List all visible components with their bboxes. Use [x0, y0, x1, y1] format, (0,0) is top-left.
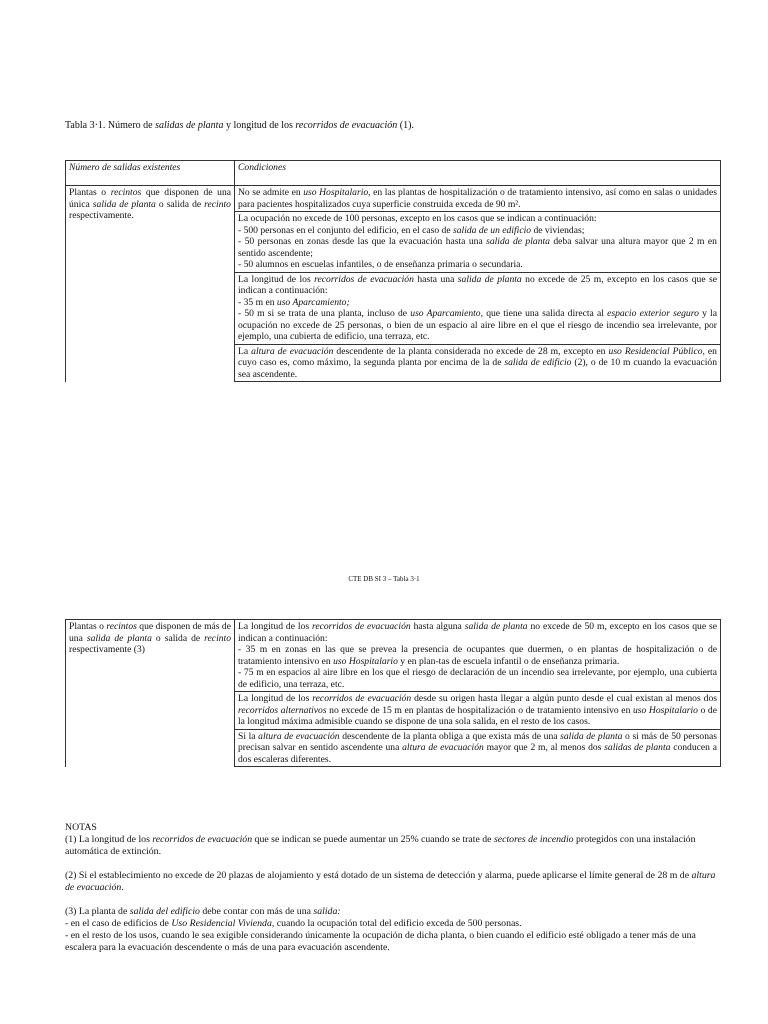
- notes-title: NOTAS: [65, 822, 97, 833]
- header-number-of-exits: Número de salidas existentes: [66, 161, 235, 186]
- condition-route-length-multi: La longitud de los recorridos de evacuación hasta alguna salida de planta no excede de 50 m, excepto en los casos que se indican a continuación: - 35 m en zonas en las que se prevea la presencia de ocupantes que duermen, o en plantas de hospitalización o de tratamiento intensivo en uso Hospitalario y en plan-tas de escuela infantil o de enseñanza primaria. - 75 m en espacios al aire libre en los que el riesgo de declaración de un incendio sea irrelevante, por ejemplo, una cubierta de edificio, una terraza, etc.: [235, 620, 721, 692]
- table-row: [66, 186, 721, 212]
- note-3: (3) La planta de salida del edificio debe contar con más de una salida: - en el caso de edificios de Uso Residencial Vivienda, cuando la ocupación total del edificio exceda de 500 personas. - en el resto de los usos, cuando le sea exigible considerando únicamente la ocupación de dicha planta, o bien cuando el edificio esté obligado a tener más de una escalera para la evacuación descendente o más de una para evacuación ascendente.: [65, 906, 696, 953]
- condition-different-stairs: Si la altura de evacuación descendente de la planta obliga a que exista más de una salida de planta o si más de 50 personas precisan salvar en sentido ascendente una altura de evacuación mayor que 2 m, al menos dos salidas de planta conducen a dos escaleras diferentes.: [235, 729, 721, 767]
- exits-table-part-1: [65, 160, 721, 382]
- table-header-row: [66, 161, 721, 186]
- notes-section: [65, 822, 721, 954]
- table-caption: Tabla 3·1. Número de salidas de planta y longitud de los recorridos de evacuación (1).: [65, 120, 414, 131]
- single-exit-category-cell: Plantas o recintos que disponen de una única salida de planta o salida de recinto respectivamente.: [66, 186, 235, 382]
- condition-occupancy: La ocupación no excede de 100 personas, excepto en los casos que se indican a continuación: - 500 personas en el conjunto del edificio, en el caso de salida de un edificio de viviendas; - 50 personas en zonas desde las que la evacuación hasta una salida de planta deba salvar una altura mayor que 2 m en sentido ascendente; - 50 alumnos en escuelas infantiles, o de enseñanza primaria o secundaria.: [235, 212, 721, 273]
- table-row: [66, 620, 721, 692]
- note-2: (2) Si el establecimiento no excede de 20 plazas de alojamiento y está dotado de un sistema de detección y alarma, puede aplicarse el límite general de 28 m de altura de evacuación.: [65, 870, 716, 893]
- exits-table-part-2: [65, 619, 721, 767]
- page-footer-label: CTE DB SI 3 – Tabla 3·1: [348, 575, 420, 583]
- condition-evacuation-height: La altura de evacuación descendente de la planta considerada no excede de 28 m, excepto en uso Residencial Público, en cuyo caso es, como máximo, la segunda planta por encima de la de salida de edificio (2), o de 10 m cuando la evacuación sea ascendente.: [235, 344, 721, 382]
- multiple-exit-category-cell: Plantas o recintos que disponen de más de una salida de planta o salida de recinto respectivamente (3): [66, 620, 235, 767]
- note-1: (1) La longitud de los recorridos de evacuación que se indican se puede aumentar un 25% cuando se trate de sectores de incendio protegidos con una instalación automática de extinción.: [65, 834, 696, 857]
- header-conditions: Condiciones: [235, 161, 721, 186]
- condition-alternative-routes: La longitud de los recorridos de evacuación desde su origen hasta llegar a algún punto desde el cual existan al menos dos recorridos alternativos no excede de 15 m en plantas de hospitalización o de tratamiento intensivo en uso Hospitalario o de la longitud máxima admisible cuando se dispone de una sola salida, en el resto de los casos.: [235, 692, 721, 730]
- condition-route-length: La longitud de los recorridos de evacuación hasta una salida de planta no excede de 25 m, excepto en los casos que se indican a continuación: - 35 m en uso Aparcamiento; - 50 m si se trata de una planta, incluso de uso Aparcamiento, que tiene una salida directa al espacio exterior seguro y la ocupación no excede de 25 personas, o bien de un espacio al aire libre en el que el riesgo de incendio sea irrelevante, por ejemplo, una cubierta de edificio, una terraza, etc.: [235, 272, 721, 344]
- condition-hospital-use: No se admite en uso Hospitalario, en las plantas de hospitalización o de tratamiento intensivo, así como en salas o unidades para pacientes hospitalizados cuya superficie construida exceda de 90 m².: [235, 186, 721, 212]
